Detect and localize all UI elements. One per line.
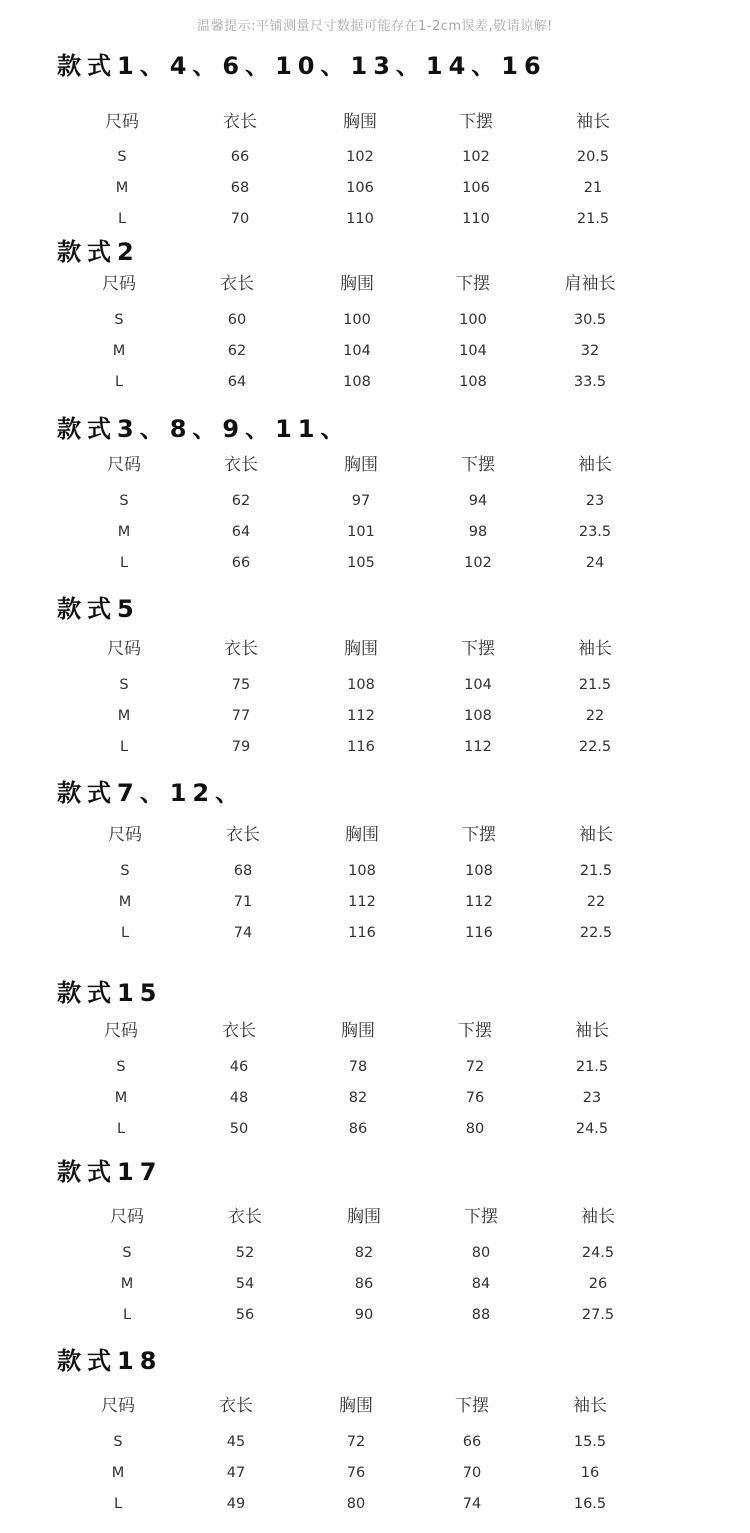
cell-chest: 100: [343, 312, 371, 328]
cell-hem: 102: [464, 555, 492, 571]
header-sleeve: 袖长: [579, 825, 613, 845]
cell-sleeve: 16.5: [573, 1496, 607, 1512]
cell-size: S: [119, 677, 129, 693]
header-sleeve: 肩袖长: [564, 274, 616, 294]
section-title: 款式15: [57, 979, 163, 1007]
header-length: 衣长: [222, 1021, 256, 1041]
header-hem: 下摆: [464, 1207, 498, 1227]
cell-chest: 86: [354, 1276, 374, 1292]
cell-size: L: [116, 1121, 126, 1137]
header-size: 尺码: [107, 639, 141, 659]
cell-chest: 82: [354, 1245, 374, 1261]
cell-chest: 72: [346, 1434, 366, 1450]
cell-chest: 106: [346, 180, 374, 196]
cell-length: 66: [231, 555, 251, 571]
header-size: 尺码: [105, 112, 139, 132]
cell-chest: 108: [348, 863, 376, 879]
cell-size: L: [120, 925, 130, 941]
cell-hem: 104: [459, 343, 487, 359]
cell-size: L: [114, 374, 124, 390]
cell-sleeve: 24.5: [581, 1245, 615, 1261]
cell-sleeve: 24: [585, 555, 605, 571]
header-size: 尺码: [101, 1396, 135, 1416]
cell-sleeve: 23: [582, 1090, 602, 1106]
cell-sleeve: 15.5: [573, 1434, 607, 1450]
header-sleeve: 袖长: [581, 1207, 615, 1227]
header-hem: 下摆: [458, 1021, 492, 1041]
cell-sleeve: 16: [580, 1465, 600, 1481]
cell-hem: 88: [471, 1307, 491, 1323]
cell-chest: 82: [348, 1090, 368, 1106]
cell-chest: 112: [347, 708, 375, 724]
cell-length: 48: [229, 1090, 249, 1106]
cell-size: L: [113, 1496, 123, 1512]
header-length: 衣长: [228, 1207, 262, 1227]
cell-chest: 97: [351, 493, 371, 509]
cell-chest: 101: [347, 524, 375, 540]
cell-length: 64: [231, 524, 251, 540]
cell-chest: 116: [348, 925, 376, 941]
cell-hem: 112: [464, 739, 492, 755]
header-hem: 下摆: [462, 825, 496, 845]
header-length: 衣长: [219, 1396, 253, 1416]
cell-hem: 108: [465, 863, 493, 879]
cell-size: S: [116, 1059, 126, 1075]
cell-sleeve: 32: [580, 343, 600, 359]
cell-sleeve: 21.5: [578, 677, 612, 693]
cell-size: S: [122, 1245, 132, 1261]
cell-size: M: [111, 1465, 125, 1481]
section-title: 款式17: [57, 1158, 163, 1186]
cell-size: M: [120, 1276, 134, 1292]
header-size: 尺码: [104, 1021, 138, 1041]
header-chest: 胸围: [340, 274, 374, 294]
cell-size: M: [117, 708, 131, 724]
cell-hem: 98: [468, 524, 488, 540]
cell-sleeve: 21.5: [579, 863, 613, 879]
cell-chest: 80: [346, 1496, 366, 1512]
cell-hem: 102: [462, 149, 490, 165]
header-size: 尺码: [102, 274, 136, 294]
header-chest: 胸围: [347, 1207, 381, 1227]
cell-length: 46: [229, 1059, 249, 1075]
header-length: 衣长: [224, 639, 258, 659]
cell-chest: 90: [354, 1307, 374, 1323]
cell-hem: 116: [465, 925, 493, 941]
cell-hem: 108: [464, 708, 492, 724]
cell-sleeve: 21: [583, 180, 603, 196]
cell-hem: 80: [465, 1121, 485, 1137]
header-length: 衣长: [223, 112, 257, 132]
cell-chest: 78: [348, 1059, 368, 1075]
cell-sleeve: 33.5: [573, 374, 607, 390]
cell-length: 75: [231, 677, 251, 693]
cell-sleeve: 26: [588, 1276, 608, 1292]
cell-hem: 66: [462, 1434, 482, 1450]
cell-size: M: [118, 894, 132, 910]
header-sleeve: 袖长: [573, 1396, 607, 1416]
cell-sleeve: 22: [586, 894, 606, 910]
cell-size: M: [117, 524, 131, 540]
cell-hem: 70: [462, 1465, 482, 1481]
section-title: 款式5: [57, 595, 140, 623]
cell-size: M: [112, 343, 126, 359]
cell-length: 50: [229, 1121, 249, 1137]
cell-hem: 76: [465, 1090, 485, 1106]
cell-size: M: [114, 1090, 128, 1106]
header-chest: 胸围: [343, 112, 377, 132]
cell-chest: 105: [347, 555, 375, 571]
cell-hem: 112: [465, 894, 493, 910]
cell-size: S: [119, 493, 129, 509]
cell-length: 74: [233, 925, 253, 941]
cell-hem: 84: [471, 1276, 491, 1292]
cell-hem: 72: [465, 1059, 485, 1075]
cell-hem: 108: [459, 374, 487, 390]
header-hem: 下摆: [461, 639, 495, 659]
cell-sleeve: 24.5: [575, 1121, 609, 1137]
cell-chest: 108: [343, 374, 371, 390]
cell-hem: 104: [464, 677, 492, 693]
header-hem: 下摆: [456, 274, 490, 294]
header-hem: 下摆: [459, 112, 493, 132]
cell-chest: 76: [346, 1465, 366, 1481]
section-title: 款式7、12、: [57, 779, 246, 807]
cell-length: 79: [231, 739, 251, 755]
cell-sleeve: 21.5: [575, 1059, 609, 1075]
header-length: 衣长: [220, 274, 254, 294]
cell-size: L: [119, 555, 129, 571]
cell-sleeve: 27.5: [581, 1307, 615, 1323]
cell-length: 68: [230, 180, 250, 196]
cell-length: 47: [226, 1465, 246, 1481]
cell-size: S: [120, 863, 130, 879]
cell-chest: 112: [348, 894, 376, 910]
cell-sleeve: 20.5: [576, 149, 610, 165]
header-size: 尺码: [107, 455, 141, 475]
header-length: 衣长: [226, 825, 260, 845]
cell-hem: 74: [462, 1496, 482, 1512]
cell-sleeve: 22.5: [579, 925, 613, 941]
cell-size: M: [115, 180, 129, 196]
cell-length: 49: [226, 1496, 246, 1512]
cell-sleeve: 23.5: [578, 524, 612, 540]
cell-chest: 110: [346, 211, 374, 227]
cell-chest: 104: [343, 343, 371, 359]
cell-size: S: [113, 1434, 123, 1450]
section-title: 款式18: [57, 1347, 163, 1375]
cell-length: 45: [226, 1434, 246, 1450]
cell-size: S: [114, 312, 124, 328]
cell-sleeve: 21.5: [576, 211, 610, 227]
header-chest: 胸围: [345, 825, 379, 845]
cell-length: 68: [233, 863, 253, 879]
header-sleeve: 袖长: [575, 1021, 609, 1041]
cell-length: 52: [235, 1245, 255, 1261]
cell-length: 54: [235, 1276, 255, 1292]
header-sleeve: 袖长: [578, 455, 612, 475]
cell-hem: 94: [468, 493, 488, 509]
cell-chest: 86: [348, 1121, 368, 1137]
cell-length: 64: [227, 374, 247, 390]
cell-size: L: [117, 211, 127, 227]
cell-length: 56: [235, 1307, 255, 1323]
cell-sleeve: 22: [585, 708, 605, 724]
cell-sleeve: 22.5: [578, 739, 612, 755]
section-title: 款式1、4、6、10、13、14、16: [57, 52, 547, 80]
header-chest: 胸围: [341, 1021, 375, 1041]
cell-size: L: [119, 739, 129, 755]
cell-chest: 102: [346, 149, 374, 165]
header-size: 尺码: [108, 825, 142, 845]
header-sleeve: 袖长: [578, 639, 612, 659]
header-size: 尺码: [110, 1207, 144, 1227]
measurement-notice: 温馨提示:平铺测量尺寸数据可能存在1-2cm误差,敬请谅解!: [197, 19, 553, 34]
cell-sleeve: 30.5: [573, 312, 607, 328]
header-hem: 下摆: [455, 1396, 489, 1416]
cell-size: L: [122, 1307, 132, 1323]
header-chest: 胸围: [344, 455, 378, 475]
cell-sleeve: 23: [585, 493, 605, 509]
header-hem: 下摆: [461, 455, 495, 475]
cell-length: 77: [231, 708, 251, 724]
cell-chest: 108: [347, 677, 375, 693]
cell-hem: 110: [462, 211, 490, 227]
cell-length: 62: [231, 493, 251, 509]
cell-hem: 100: [459, 312, 487, 328]
cell-length: 62: [227, 343, 247, 359]
section-title: 款式2: [57, 238, 140, 266]
section-title: 款式3、8、9、11、: [57, 415, 351, 443]
header-chest: 胸围: [344, 639, 378, 659]
header-sleeve: 袖长: [576, 112, 610, 132]
cell-length: 70: [230, 211, 250, 227]
cell-chest: 116: [347, 739, 375, 755]
cell-length: 71: [233, 894, 253, 910]
cell-length: 60: [227, 312, 247, 328]
cell-size: S: [117, 149, 127, 165]
cell-hem: 106: [462, 180, 490, 196]
header-length: 衣长: [224, 455, 258, 475]
header-chest: 胸围: [339, 1396, 373, 1416]
cell-length: 66: [230, 149, 250, 165]
cell-hem: 80: [471, 1245, 491, 1261]
